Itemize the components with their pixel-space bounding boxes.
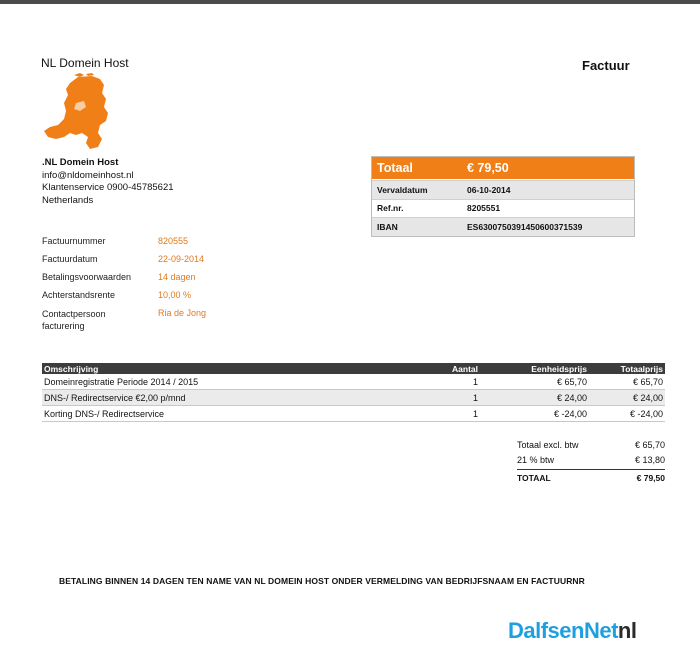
grand-total-row xyxy=(517,469,665,485)
detail-value: 10,00 % xyxy=(158,290,192,300)
summary-row xyxy=(372,217,634,236)
totals-row xyxy=(517,437,665,452)
detail-value: 820555 xyxy=(158,236,189,246)
document-title: Factuur xyxy=(582,58,630,73)
detail-row xyxy=(42,308,206,332)
summary-row-value: ES6300750391450600371539 xyxy=(467,221,583,232)
summary-row xyxy=(372,180,634,199)
table-row xyxy=(42,374,665,390)
summary-row-label: Ref.nr. xyxy=(377,203,404,214)
totals-value: € 13,80 xyxy=(634,454,665,465)
summary-row-value: 8205551 xyxy=(467,203,501,214)
summary-total-value: € 79,50 xyxy=(467,161,509,175)
item-unit-price: € -24,00 xyxy=(480,406,589,422)
table-row xyxy=(42,390,665,406)
item-description: DNS-/ Redirectservice €2,00 p/mnd xyxy=(42,390,406,406)
item-total-price: € 24,00 xyxy=(589,390,665,406)
top-border xyxy=(0,0,700,4)
item-description: Korting DNS-/ Redirectservice xyxy=(42,406,406,422)
summary-row-value: 06-10-2014 xyxy=(467,184,511,195)
detail-label: Factuurnummer xyxy=(42,236,106,246)
dalfsennet-watermark-logo xyxy=(508,618,636,644)
invoice-details xyxy=(42,236,206,332)
company-service-phone: Klantenservice 0900-45785621 xyxy=(42,182,174,193)
item-quantity: 1 xyxy=(406,374,480,390)
detail-label: Contactpersoon facturering xyxy=(42,309,106,331)
company-address-block xyxy=(42,157,174,207)
netherlands-map-logo xyxy=(40,73,112,151)
table-row xyxy=(42,406,665,422)
summary-row-label: IBAN xyxy=(377,221,398,232)
company-country: Netherlands xyxy=(42,194,94,206)
table-header-row xyxy=(42,363,665,374)
detail-value: 14 dagen xyxy=(158,272,196,282)
watermark-text-suffix: nl xyxy=(617,618,637,643)
detail-row xyxy=(42,254,206,272)
totals-block xyxy=(517,437,665,485)
item-quantity: 1 xyxy=(406,390,480,406)
detail-row xyxy=(42,236,206,254)
detail-value: 22-09-2014 xyxy=(158,254,205,264)
summary-row xyxy=(372,199,634,218)
company-email: info@nldomeinhost.nl xyxy=(42,169,134,181)
watermark-text-main: DalfsenNet xyxy=(508,618,618,643)
col-header-total-price: Totaalprijs xyxy=(589,363,665,374)
company-name: NL Domein Host xyxy=(41,56,129,70)
detail-label: Achterstandsrente xyxy=(42,290,116,300)
payment-summary-box xyxy=(371,156,635,237)
company-name-bold: .NL Domein Host xyxy=(42,157,119,168)
item-unit-price: € 65,70 xyxy=(480,374,589,390)
detail-row xyxy=(42,290,206,308)
grand-total-label: TOTAAL xyxy=(517,472,551,483)
col-header-unit-price: Eenheidsprijs xyxy=(480,363,589,374)
detail-label: Factuurdatum xyxy=(42,254,98,264)
totals-label: Totaal excl. btw xyxy=(517,439,579,450)
col-header-quantity: Aantal xyxy=(406,363,480,374)
detail-value: Ria de Jong xyxy=(158,308,207,318)
col-header-description: Omschrijving xyxy=(42,363,406,374)
line-items-table xyxy=(42,363,665,422)
item-description: Domeinregistratie Periode 2014 / 2015 xyxy=(42,374,406,390)
item-unit-price: € 24,00 xyxy=(480,390,589,406)
summary-total-label: Totaal xyxy=(377,161,413,175)
item-quantity: 1 xyxy=(406,406,480,422)
grand-total-value: € 79,50 xyxy=(636,472,665,483)
summary-row-label: Vervaldatum xyxy=(377,184,428,195)
totals-label: 21 % btw xyxy=(517,454,555,465)
totals-row xyxy=(517,452,665,467)
item-total-price: € 65,70 xyxy=(589,374,665,390)
payment-instructions: BETALING BINNEN 14 DAGEN TEN NAME VAN NL DOMEIN HOST ONDER VERMELDING VAN BEDRIJFSNAAM EN FACTUURNR xyxy=(59,576,585,586)
totals-value: € 65,70 xyxy=(634,439,665,450)
item-total-price: € -24,00 xyxy=(589,406,665,422)
detail-row xyxy=(42,272,206,290)
summary-total-row xyxy=(372,157,634,180)
detail-label: Betalingsvoorwaarden xyxy=(42,272,132,282)
